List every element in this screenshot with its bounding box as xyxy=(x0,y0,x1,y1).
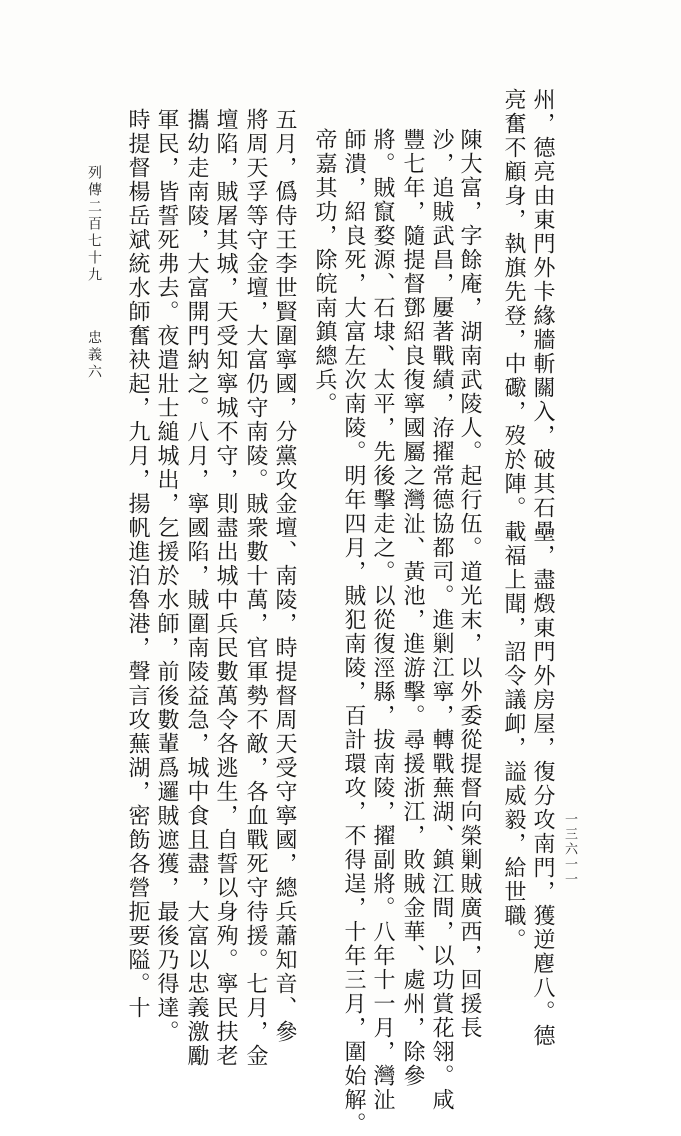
running-header-section: 忠義六 xyxy=(86,330,102,381)
text-column-9: 五月，僞侍王李世賢圍寧國，分黨攻金壇、南陵，時提督周天受守寧國，總兵蕭知音、參 xyxy=(272,108,297,1044)
text-column-7: 師潰，紹良死，大富左次南陵。明年四月，賊犯南陵，百計環攻，不得逞，十年三月，圍始解。 xyxy=(341,128,366,1136)
text-column-10: 將周天孚等守金壇，大富仍守南陵。賊衆數十萬，官軍勢不敵，各血戰死守待援。七月，金 xyxy=(243,108,268,1068)
text-column-8: 帝嘉其功，除皖南鎮總兵。 xyxy=(312,128,337,416)
text-column-1: 州，德亮由東門外卡緣牆斬關入，破其石壘，盡燬東門外房屋，復分攻南門，獲逆麀八。德 xyxy=(530,88,555,1048)
text-column-3: 陳大富，字餘庵，湖南武陵人。起行伍。道光末，以外委從提督向榮剿賊廣西，回援長 xyxy=(457,128,482,1040)
text-column-2: 亮奮不顧身，執旗先登，中礮，歿於陣。載福上聞，詔令議卹，謚威毅，給世職。 xyxy=(501,88,526,952)
page-number: 一三六一一 xyxy=(562,812,577,887)
text-column-13: 軍民，皆誓死弗去。夜遣壯士縋城出，乞援於水師，前後數輩爲邏賊遮獲，最後乃得達。 xyxy=(154,108,179,1044)
text-column-4: 沙，追賊武昌，屢著戰績，洊擢常德協都司。進剿江寧，轉戰蕪湖、鎮江間，以功賞花翎。咸 xyxy=(429,128,454,1112)
running-header-title: 列傳二百七十九 xyxy=(86,165,102,284)
text-column-5: 豐七年，隨提督鄧紹良復寧國屬之灣沚、黃池，進游擊。尋援浙江，敗賊金華、處州，除參 xyxy=(400,128,425,1088)
text-column-12: 攜幼走南陵，大富開門納之。八月，寧國陷，賊圍南陵益急，城中食且盡，大富以忠義激勵 xyxy=(184,108,209,1068)
text-column-11: 壇陷，賊屠其城，天受知寧城不守，則盡出城中兵民數萬令各逃生，自誓以身殉。寧民扶老 xyxy=(213,108,238,1068)
text-column-14: 時提督楊岳斌統水師奮袂起，九月，揚帆進泊魯港，聲言攻蕪湖，密飭各營扼要隘。十 xyxy=(125,108,150,1020)
text-column-6: 將。賊竄婺源、石埭、太平，先後擊走之。以從復涇縣，拔南陵，擢副將。八年十一月，灣沚 xyxy=(370,128,395,1112)
